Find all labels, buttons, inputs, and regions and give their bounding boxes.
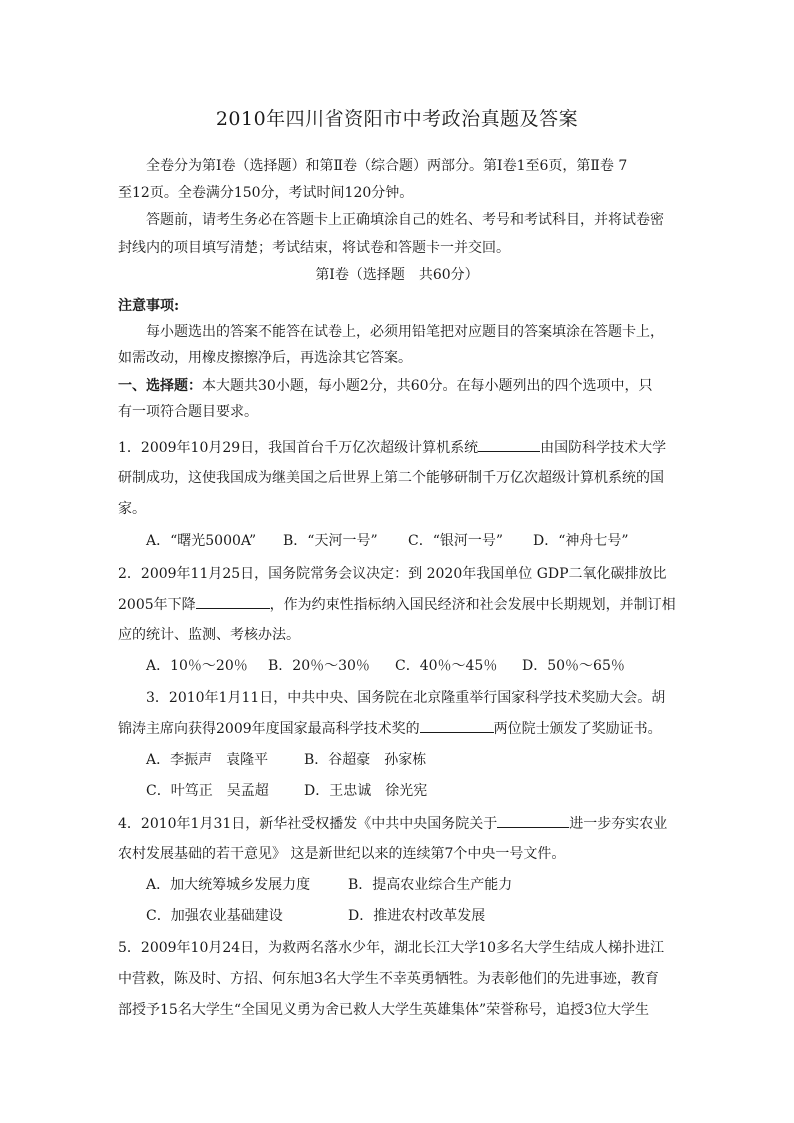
option-b: B．谷超豪 孙家栋 — [304, 752, 427, 768]
option-a: A．加大统筹城乡发展力度 — [146, 877, 311, 893]
question-1-text: 由国防科学技术大学 — [540, 440, 667, 456]
question-2-line — [118, 594, 676, 615]
option-a: A．“曙光5000A” — [146, 533, 257, 549]
question-2-options — [146, 656, 625, 676]
question-1-line: 家。 — [118, 501, 146, 517]
option-b: B．提高农业综合生产能力 — [348, 877, 513, 893]
answer-blank — [497, 813, 569, 828]
notes-line: 如需改动，用橡皮擦擦净后，再选涂其它答案。 — [118, 350, 412, 366]
question-4-line: 农村发展基础的若干意见》 这是新世纪以来的连续第7个中央一号文件。 — [118, 846, 566, 862]
question-3-line: 3．2010年1月11日，中共中央、国务院在北京隆重举行国家科学技术奖励大会。胡 — [146, 690, 666, 706]
option-a: A．10％～20％ — [146, 658, 248, 674]
option-d: D．王忠诚 徐光宪 — [304, 783, 428, 799]
question-5-line: 5．2009年10月24日，为救两名落水少年，湖北长江大学10多名大学生结成人梯扑进江 — [118, 940, 664, 956]
option-c: C．叶笃正 吴孟超 — [146, 783, 269, 799]
question-5-line: 中营救，陈及时、方招、何东旭3名大学生不幸英勇牺牲。为表彰他们的先进事迹，教育 — [118, 971, 659, 987]
question-3-options — [146, 750, 426, 770]
question-2-text: ，作为约束性指标纳入国民经济和社会发展中长期规划，并制订相 — [269, 597, 676, 613]
option-d: D．推进农村改革发展 — [348, 908, 486, 924]
question-4-text: 4．2010年1月31日，新华社受权播发《中共中央国务院关于 — [118, 816, 498, 832]
intro-line: 至12页。全卷满分150分，考试时间120分钟。 — [118, 185, 414, 201]
page-title: 2010年四川省资阳市中考政治真题及答案 — [215, 108, 579, 130]
intro-line: 全卷分为第Ⅰ卷（选择题）和第Ⅱ卷（综合题）两部分。第Ⅰ卷1至6页，第Ⅱ卷 7 — [146, 158, 628, 174]
question-4-text: 进一步夯实农业 — [569, 816, 668, 832]
question-4-line — [118, 813, 667, 834]
answer-blank — [420, 718, 494, 733]
option-a: A．李振声 袁隆平 — [146, 752, 269, 768]
instruction-line: 封线内的项目填写清楚；考试结束，将试卷和答题卡一并交回。 — [118, 240, 510, 256]
question-3-text: 锦涛主席向获得2009年度国家最高科学技术奖的 — [118, 721, 420, 737]
question-1-line: 研制成功，这使我国成为继美国之后世界上第二个能够研制千万亿次超级计算机系统的国 — [118, 470, 664, 486]
question-1-options — [146, 531, 629, 551]
option-b: B．“天河一号” — [283, 533, 378, 549]
notes-heading: 注意事项: — [118, 298, 180, 314]
question-3-options — [146, 781, 427, 801]
part-heading-line — [118, 376, 653, 396]
notes-line: 每小题选出的答案不能答在试卷上，必须用铅笔把对应题目的答案填涂在答题卡上， — [146, 324, 664, 340]
question-4-options — [146, 875, 512, 895]
instruction-line: 答题前，请考生务必在答题卡上正确填涂自己的姓名、考号和考试科目，并将试卷密 — [146, 212, 664, 228]
question-2-line: 应的统计、监测、考核办法。 — [118, 627, 300, 643]
question-3-line — [118, 718, 662, 739]
answer-blank — [196, 594, 270, 609]
option-c: C．加强农业基础建设 — [146, 908, 283, 924]
question-5-line: 部授予15名大学生“全国见义勇为舍已救人大学生英雄集体”荣誉称号，追授3位大学生 — [118, 1002, 650, 1018]
answer-blank — [478, 437, 540, 452]
question-3-text: 两位院士颁发了奖励证书。 — [493, 721, 662, 737]
option-c: C．“银河一号” — [408, 533, 504, 549]
option-b: B．20％～30％ — [268, 658, 370, 674]
option-d: D．“神舟七号” — [533, 533, 629, 549]
option-d: D．50％～65％ — [522, 658, 625, 674]
part-description: 本大题共30小题，每小题2分，共60分。在每小题列出的四个选项中，只 — [202, 378, 653, 394]
option-c: C．40％～45％ — [395, 658, 498, 674]
part-description-line: 有一项符合题目要求。 — [118, 404, 258, 420]
question-1-text: 1．2009年10月29日，我国首台千万亿次超级计算机系统 — [118, 440, 479, 456]
question-4-options — [146, 906, 485, 926]
question-2-text: 2005年下降 — [118, 597, 196, 613]
section-title: 第Ⅰ卷（选择题 共60分） — [315, 267, 479, 283]
question-1-line — [118, 437, 666, 458]
part-heading: 一、选择题： — [118, 378, 202, 394]
question-2-line: 2．2009年11月25日，国务院常务会议决定：到 2020年我国单位 GDP二氧化碳排放比 — [118, 566, 667, 582]
